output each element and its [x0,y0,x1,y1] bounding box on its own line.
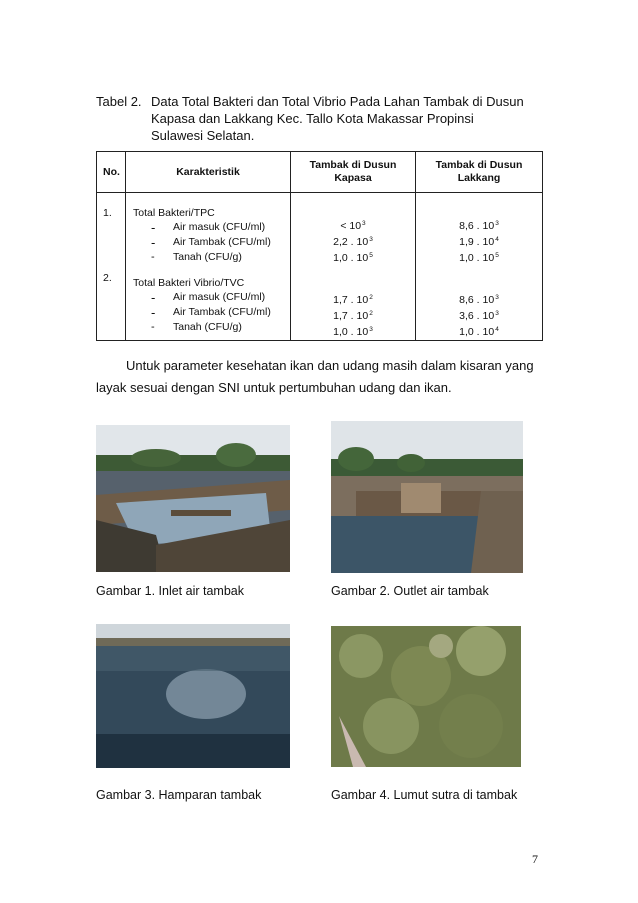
pond-outlet-photo [331,421,523,573]
dash-bullet-icon: - [151,235,156,250]
header-lakkang: Tambak di Dusun Lakkang [416,152,543,193]
dash-bullet-icon: - [151,251,155,263]
value-cell: 1,7 . $10^2$ [333,310,373,322]
silk-moss-photo [331,626,521,767]
value-cell: 1,0 . $10^5$ [333,252,373,264]
list-item: - Air masuk (CFU/ml) [151,220,266,235]
row-number-2: 2. [103,272,112,284]
lakkang-column [416,193,543,341]
table-row [97,193,543,341]
figure-caption-1: Gambar 1. Inlet air tambak [96,584,244,598]
dash-bullet-icon: - [151,305,156,320]
group-title-tpc: Total Bakteri/TPC [133,207,215,219]
table-caption-line-3: Sulawesi Selatan. [151,128,255,143]
value-cell: 1,9 . $10^4$ [459,236,499,248]
table-caption-label: Tabel 2. [96,94,142,109]
pond-inlet-photo [96,425,290,572]
value-cell: 3,6 . $10^3$ [459,310,499,322]
value-cell: 2,2 . $10^3$ [333,236,373,248]
list-item: - Air masuk (CFU/ml) [151,290,266,305]
dash-bullet-icon: - [151,290,156,305]
header-no: No. [97,152,126,193]
bacteria-table [96,151,543,341]
table-caption-line-1: Data Total Bakteri dan Total Vibrio Pada Lahan Tambak di Dusun [151,94,524,109]
pond-expanse-photo [96,624,290,768]
value-cell: 1,0 . $10^3$ [333,326,373,338]
row-number-1: 1. [103,207,112,219]
group-title-tvc: Total Bakteri Vibrio/TVC [133,277,245,289]
header-kapasa: Tambak di Dusun Kapasa [291,152,416,193]
table-caption-line-2: Kapasa dan Lakkang Kec. Tallo Kota Makassar Propinsi [151,111,474,126]
table-header-row [97,152,543,193]
list-item: - Air Tambak (CFU/ml) [151,305,271,320]
kapasa-column [291,193,416,341]
paragraph-line-1: Untuk parameter kesehatan ikan dan udang masih dalam kisaran yang [126,358,534,373]
figure-caption-4: Gambar 4. Lumut sutra di tambak [331,788,518,802]
value-cell: 1,0 . $10^5$ [459,252,499,264]
value-cell: 8,6 . $10^3$ [459,294,499,306]
list-item: - Air Tambak (CFU/ml) [151,235,271,250]
dash-bullet-icon: - [151,321,155,333]
dash-bullet-icon: - [151,220,156,235]
paragraph-line-2: layak sesuai dengan SNI untuk pertumbuhan udang dan ikan. [96,380,452,395]
figure-caption-2: Gambar 2. Outlet air tambak [331,584,489,598]
karakteristik-column [126,193,291,341]
page-number: 7 [532,852,538,866]
list-item: - Tanah (CFU/g) [151,321,242,333]
value-cell: 1,0 . $10^4$ [459,326,499,338]
body-paragraph [96,355,542,399]
value-cell: < $10^3$ [340,220,366,232]
value-cell: 1,7 . $10^2$ [333,294,373,306]
list-item: - Tanah (CFU/g) [151,251,242,263]
no-column [97,193,126,341]
figure-caption-3: Gambar 3. Hamparan tambak [96,788,262,802]
table-caption [96,93,556,144]
header-karakteristik: Karakteristik [126,152,291,193]
value-cell: 8,6 . $10^3$ [459,220,499,232]
